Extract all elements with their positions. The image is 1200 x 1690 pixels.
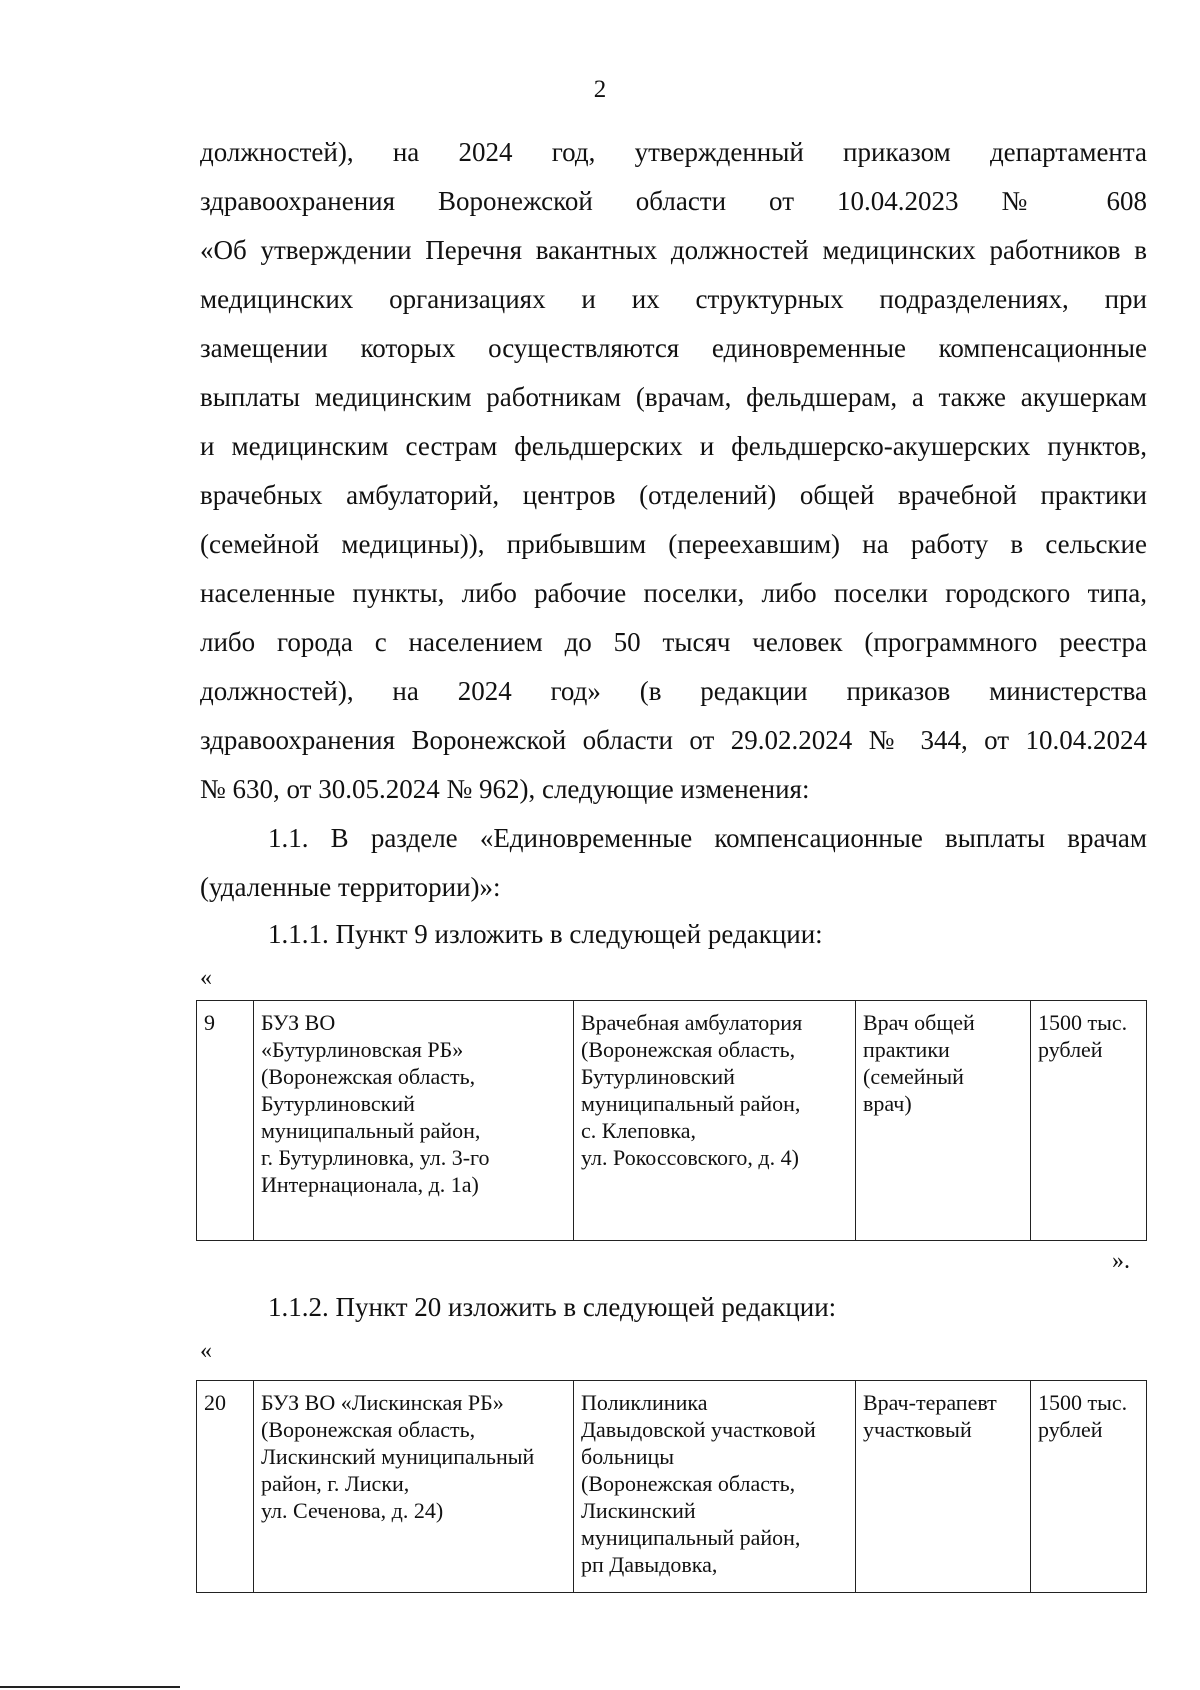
subdivision-line: Врачебная амбулатория: [581, 1010, 803, 1035]
organization-line: БУЗ ВО «Лискинская РБ»: [261, 1390, 504, 1415]
position-line: (семейный: [863, 1064, 964, 1089]
intro-line: здравоохранения Воронежской области от 29.02.2024 № 344, от 10.04.2024: [200, 725, 1147, 755]
quote-close-1: ».: [1112, 1248, 1130, 1274]
intro-line: либо города с населением до 50 тысяч человек (программного реестра: [200, 627, 1147, 657]
organization-line: БУЗ ВО: [261, 1010, 336, 1035]
organization-line: «Бутурлиновская РБ»: [261, 1037, 464, 1062]
subdivision-line: (Воронежская область,: [581, 1471, 796, 1496]
intro-line: здравоохранения Воронежской области от 10.04.2023 № 608: [200, 186, 1147, 216]
intro-line: «Об утверждении Перечня вакантных должностей медицинских работников в: [200, 235, 1147, 265]
cell-organization: [254, 1381, 574, 1593]
intro-paragraph: [200, 128, 1147, 814]
position-line: врач): [863, 1091, 912, 1116]
subdivision-line: (Воронежская область,: [581, 1037, 796, 1062]
position-line: Врач-терапевт: [863, 1390, 997, 1415]
organization-line: ул. Сеченова, д. 24): [261, 1498, 444, 1523]
table-row: [197, 1381, 1147, 1593]
subdivision-line: муниципальный район,: [581, 1091, 801, 1116]
section-1-1-line: (удаленные территории)»:: [200, 872, 501, 902]
section-1-1: [200, 814, 1147, 912]
intro-line: медицинских организациях и их структурных подразделениях, при: [200, 284, 1147, 314]
item-1-1-1-text: 1.1.1. Пункт 9 изложить в следующей редакции:: [268, 919, 823, 949]
page-number: 2: [593, 76, 607, 103]
cell-subdivision: [574, 1381, 856, 1593]
subdivision-line: муниципальный район,: [581, 1525, 801, 1550]
organization-line: муниципальный район,: [261, 1118, 481, 1143]
item-number: 20: [204, 1390, 226, 1415]
intro-line: и медицинским сестрам фельдшерских и фельдшерско-акушерских пунктов,: [200, 431, 1147, 461]
organization-line: Интернационала, д. 1а): [261, 1172, 479, 1197]
item-1-1-1: [200, 910, 1147, 959]
subdivision-line: рп Давыдовка,: [581, 1552, 718, 1577]
amount-line: рублей: [1038, 1417, 1103, 1442]
table-row: [197, 1001, 1147, 1241]
cell-subdivision: [574, 1001, 856, 1241]
intro-line: выплаты медицинским работникам (врачам, фельдшерам, а также акушеркам: [200, 382, 1147, 412]
quote-open-2: «: [200, 1338, 212, 1364]
organization-line: (Воронежская область,: [261, 1064, 476, 1089]
subdivision-line: больницы: [581, 1444, 675, 1469]
cell-amount: [1031, 1001, 1147, 1241]
subdivision-line: Лискинский: [581, 1498, 696, 1523]
table-item-9: [196, 1000, 1147, 1241]
intro-line: № 630, от 30.05.2024 № 962), следующие изменения:: [200, 774, 810, 804]
cell-number: [197, 1381, 254, 1593]
intro-line: должностей), на 2024 год, утвержденный приказом департамента: [200, 137, 1147, 167]
item-number: 9: [204, 1010, 215, 1035]
intro-line: населенные пункты, либо рабочие поселки, либо поселки городского типа,: [200, 578, 1147, 608]
amount-line: рублей: [1038, 1037, 1103, 1062]
organization-line: Бутурлиновский: [261, 1091, 415, 1116]
position-line: Врач общей: [863, 1010, 975, 1035]
item-1-1-2-text: 1.1.2. Пункт 20 изложить в следующей редакции:: [268, 1292, 837, 1322]
subdivision-line: Давыдовской участковой: [581, 1417, 816, 1442]
organization-line: (Воронежская область,: [261, 1417, 476, 1442]
section-1-1-line: 1.1. В разделе «Единовременные компенсационные выплаты врачам: [268, 823, 1147, 853]
amount-line: 1500 тыс.: [1038, 1010, 1128, 1035]
intro-line: замещении которых осуществляются единовременные компенсационные: [200, 333, 1147, 363]
cell-organization: [254, 1001, 574, 1241]
table-item-20: [196, 1380, 1147, 1593]
quote-open-1: «: [200, 965, 212, 991]
cell-position: [856, 1381, 1031, 1593]
organization-line: Лискинский муниципальный: [261, 1444, 535, 1469]
position-line: практики: [863, 1037, 950, 1062]
intro-line: врачебных амбулаторий, центров (отделений) общей врачебной практики: [200, 480, 1147, 510]
intro-line: должностей), на 2024 год» (в редакции приказов министерства: [200, 676, 1147, 706]
subdivision-line: Бутурлиновский: [581, 1064, 735, 1089]
intro-line: (семейной медицины)), прибывшим (переехавшим) на работу в сельские: [200, 529, 1147, 559]
cell-number: [197, 1001, 254, 1241]
organization-line: район, г. Лиски,: [261, 1471, 410, 1496]
item-1-1-2: [200, 1283, 1147, 1332]
organization-line: г. Бутурлиновка, ул. 3-го: [261, 1145, 490, 1170]
cell-amount: [1031, 1381, 1147, 1593]
footer-rule: [0, 1686, 180, 1688]
subdivision-line: Поликлиника: [581, 1390, 708, 1415]
subdivision-line: с. Клеповка,: [581, 1118, 696, 1143]
subdivision-line: ул. Рокоссовского, д. 4): [581, 1145, 799, 1170]
cell-position: [856, 1001, 1031, 1241]
amount-line: 1500 тыс.: [1038, 1390, 1128, 1415]
position-line: участковый: [863, 1417, 972, 1442]
